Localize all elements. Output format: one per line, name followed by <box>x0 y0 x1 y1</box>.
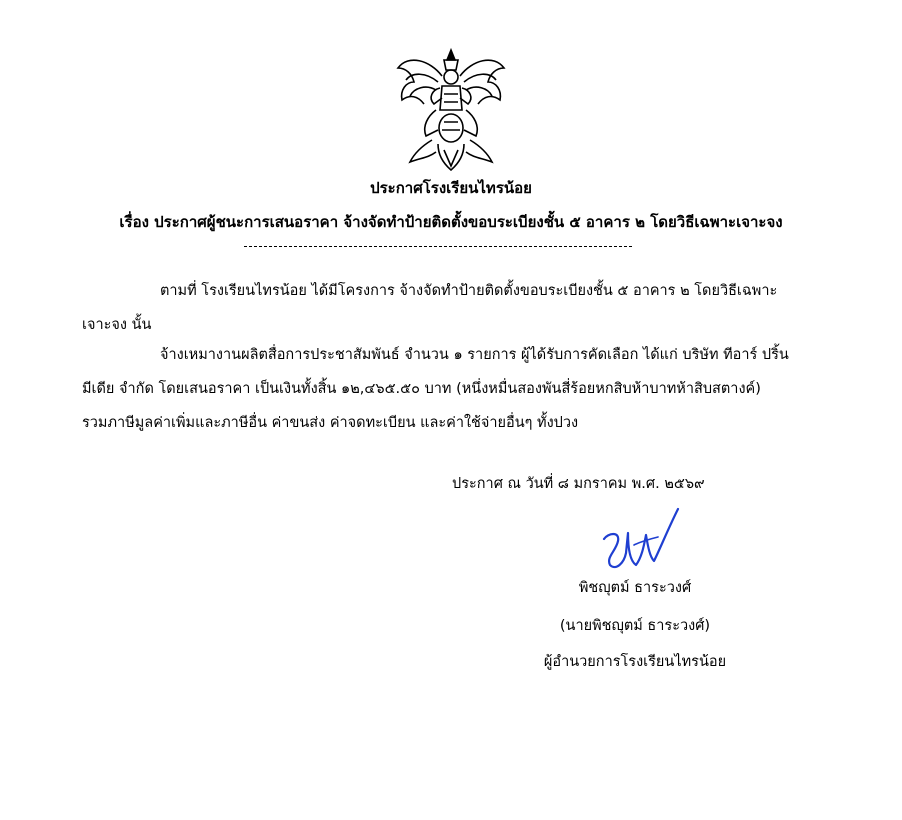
paragraph-1 <box>82 274 802 342</box>
paragraph-1-line-1: ตามที่ โรงเรียนไทรน้อย ได้มีโครงการ จ้างจัดทำป้ายติดตั้งขอบระเบียงชั้น ๕ อาคาร ๒ โดยวิธีเฉพาะ <box>160 283 778 299</box>
signer-full-name: (นายพิชญุตม์ ธาระวงศ์) <box>559 618 711 634</box>
paragraph-2 <box>82 338 802 440</box>
paragraph-2-line-3: รวมภาษีมูลค่าเพิ่มและภาษีอื่น ค่าขนส่ง ค่าจดทะเบียน และค่าใช้จ่ายอื่นๆ ทั้งปวง <box>82 415 579 431</box>
announcement-date: ประกาศ ณ วันที่ ๘ มกราคม พ.ศ. ๒๕๖๙ <box>452 476 705 492</box>
signer-name: พิชญุตม์ ธาระวงศ์ <box>578 580 692 596</box>
paragraph-1-line-2: เจาะจง นั้น <box>82 317 152 333</box>
subject-prefix: เรื่อง ประกาศผู้ชนะการเสนอราคา <box>119 213 339 231</box>
document-subject <box>0 210 902 234</box>
paragraph-2-line-1: จ้างเหมางานผลิตสื่อการประชาสัมพันธ์ จำนวน ๑ รายการ ผู้ได้รับการคัดเลือก ได้แก่ บริษัท ทีอาร์ ปริ้น <box>160 347 789 363</box>
document-title: ประกาศโรงเรียนไทรน้อย <box>370 179 532 197</box>
paragraph-2-line-2: มีเดีย จำกัด โดยเสนอราคา เป็นเงินทั้งสิ้น ๑๒,๔๖๕.๕๐ บาท (หนึ่งหมื่นสองพันสี่ร้อยหกสิบห้าบาทห้าสิบสตางค์) <box>82 381 761 397</box>
signer-position: ผู้อำนวยการโรงเรียนไทรน้อย <box>543 654 727 670</box>
subject-project: จ้างจัดทำป้ายติดตั้งขอบระเบียงชั้น ๕ อาคาร ๒ โดยวิธีเฉพาะเจาะจง <box>343 213 783 231</box>
garuda-emblem-icon <box>392 46 510 174</box>
signature-icon <box>598 505 682 577</box>
separator-line <box>244 246 632 247</box>
